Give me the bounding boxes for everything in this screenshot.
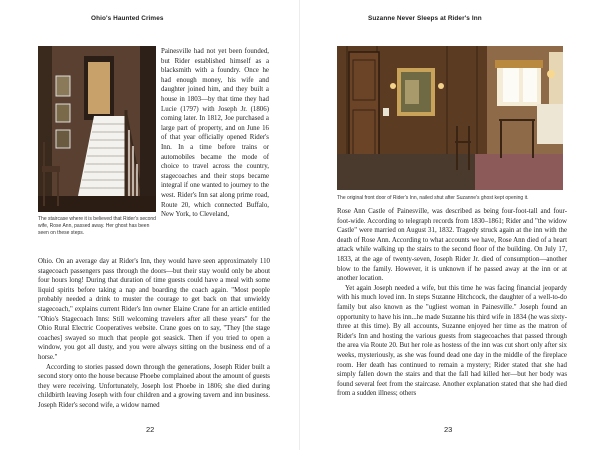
paragraph: Rose Ann Castle of Painesville, was described as being four-foot-tall and four-foot-wide. According to telegraph records from 1830–1861; Rider and "the widow Castle" were married on August 31, 1832. Tragedy struck again at the inn with the death of Rose Ann. According to what accounts we have, Rose Ann died of a heart attack while walking up the stairs to the second floor of the building. On July 17, 1833, at the age of twenty-seven, Joseph Rider Jr. died of consumption—another blow to the family. However, it is unknown if he passed away at the inn or at another location. [337, 208, 567, 283]
paragraph: Ohio. On an average day at Rider's Inn, they would have seen approximately 110 stagecoach passengers pass through the doors—but their stay would only be about four hours long! During that duration of time guests could have a meal with some liquid spirits before taking a nap and boarding the coach again. "Most people probably needed a drink to muster the courage to get back on that unwieldy stagecoach," explains current Rider's Inn owner Elaine Crane for an article entitled "Ohio's Stagecoach Inns: Still welcoming travelers after all these years" for the Ohio Rural Electric Cooperatives website. Crane goes on to say, "They [the stage coaches] swayed so much that people got seasick. Then if you tried to open a window, you got all dusty, and you were always sitting on the business end of a horse." [38, 258, 270, 361]
running-head: Suzanne Never Sleeps at Rider's Inn [368, 15, 482, 22]
paragraph: Painesville had not yet been founded, but Rider established himself as a blacksmith with a foundry. Once he had enough money, his wife and daughter joined him, and they built a house in 1803—by that time they had Lucie (1797) with Joseph Jr. (1806) coming later. In 1812, Joe purchased a large part of property, and on June 16 of that year officially opened Rider's Inn. In a time before trains or automobiles became the mode of choice to travel across the country, stagecoaches and their stops became integral if one wanted to journey to the west. Rider's Inn sat along prime road, Route 20, which connected Buffalo, New York, to Cleveland, [161, 48, 269, 219]
body-text [38, 257, 270, 411]
body-text-column [161, 47, 269, 220]
right-page [300, 0, 600, 450]
photo-caption: The original front door of Rider's Inn, nailed shut after Suzanne's ghost kept opening it. [337, 195, 529, 201]
page-number: 23 [444, 425, 453, 434]
staircase-photo [38, 46, 156, 212]
paragraph: According to stories passed down through the generations, Joseph Rider built a second story onto the house because Phoebe complained about the amount of guests they were receiving. Unfortunately, Joseph lost Phoebe in 1806; she died during childbirth leaving Joseph with four children and a growing tavern and inn business. Joseph Rider's second wife, a widow named [38, 363, 270, 409]
paragraph: Yet again Joseph needed a wife, but this time he was facing financial jeopardy with his much loved inn. In steps Suzanne Hitchcock, the daughter of a well-to-do family but also known as the "ugliest woman in Painesville." Joseph found an opportunity to have his inn...he made Suzanne his third wife in 1834 (he was sixty-three at this time). By all accounts, Suzanne enjoyed her time as the matron of Rider's Inn and hosting the various guests from stagecoaches that passed through the area via Route 20. But her role as hostess of the inn was cut short only after six weeks, mysteriously, as she was found dead one day in the middle of the fireplace room. Her death has continued to remain a mystery; Rider stated that she had simply fallen down the stairs and that the fall had killed her—but her body was found several feet from the staircase. Another explanation stated that she had died from a sudden illness; others [337, 284, 567, 398]
running-head: Ohio's Haunted Crimes [91, 15, 164, 22]
page-number: 22 [146, 425, 155, 434]
body-text [337, 207, 567, 399]
photo-caption: The staircase where it is believed that Rider's second wife, Rose Ann, passed away. Her ghost has been seen on these steps. [38, 216, 156, 236]
front-door-photo [337, 46, 563, 190]
